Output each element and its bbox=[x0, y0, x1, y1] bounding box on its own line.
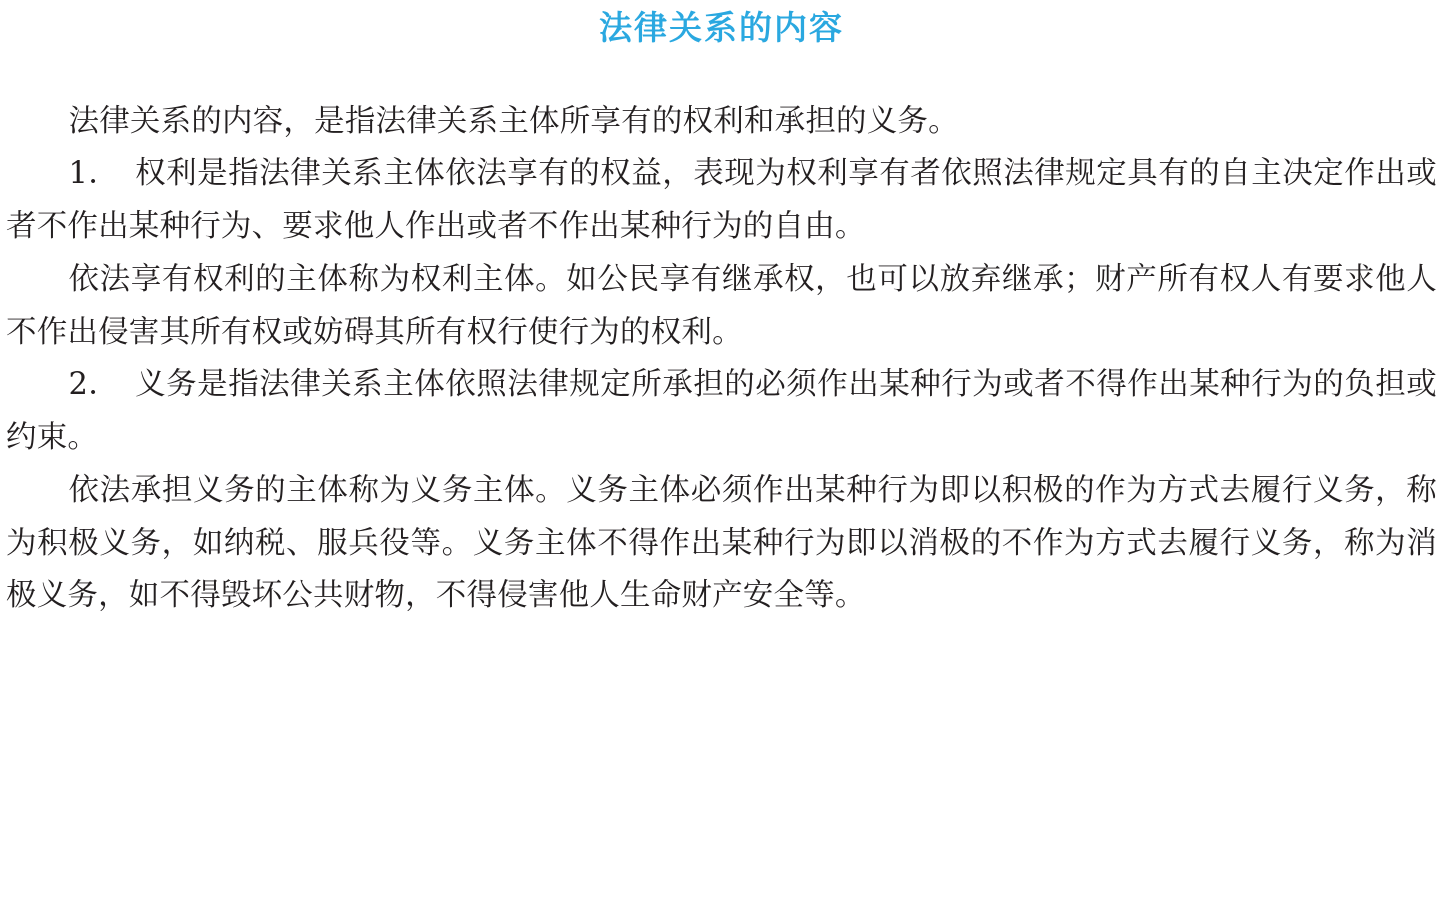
paragraph-item-1-detail: 依法享有权利的主体称为权利主体。如公民享有继承权，也可以放弃继承；财产所有权人有要求他人不作出侵害其所有权或妨碍其所有权行使行为的权利。 bbox=[6, 261, 1437, 350]
document-page bbox=[0, 8, 1443, 909]
paragraph-item-1: 1． 权利是指法律关系主体依法享有的权益，表现为权利享有者依照法律规定具有的自主决定作出或者不作出某种行为、要求他人作出或者不作出某种行为的自由。 bbox=[6, 156, 1437, 245]
paragraph-item-2-detail: 依法承担义务的主体称为义务主体。义务主体必须作出某种行为即以积极的作为方式去履行义务，称为积极义务，如纳税、服兵役等。义务主体不得作出某种行为即以消极的不作为方式去履行义务，称为消极义务，如不得毁坏公共财物，不得侵害他人生命财产安全等。 bbox=[6, 472, 1437, 614]
page-title: 法律关系的内容 bbox=[599, 8, 844, 47]
paragraph-intro: 法律关系的内容，是指法律关系主体所享有的权利和承担的义务。 bbox=[68, 103, 959, 139]
paragraph-item-2: 2． 义务是指法律关系主体依照法律规定所承担的必须作出某种行为或者不得作出某种行为的负担或约束。 bbox=[6, 367, 1437, 456]
document-body bbox=[6, 96, 1437, 624]
